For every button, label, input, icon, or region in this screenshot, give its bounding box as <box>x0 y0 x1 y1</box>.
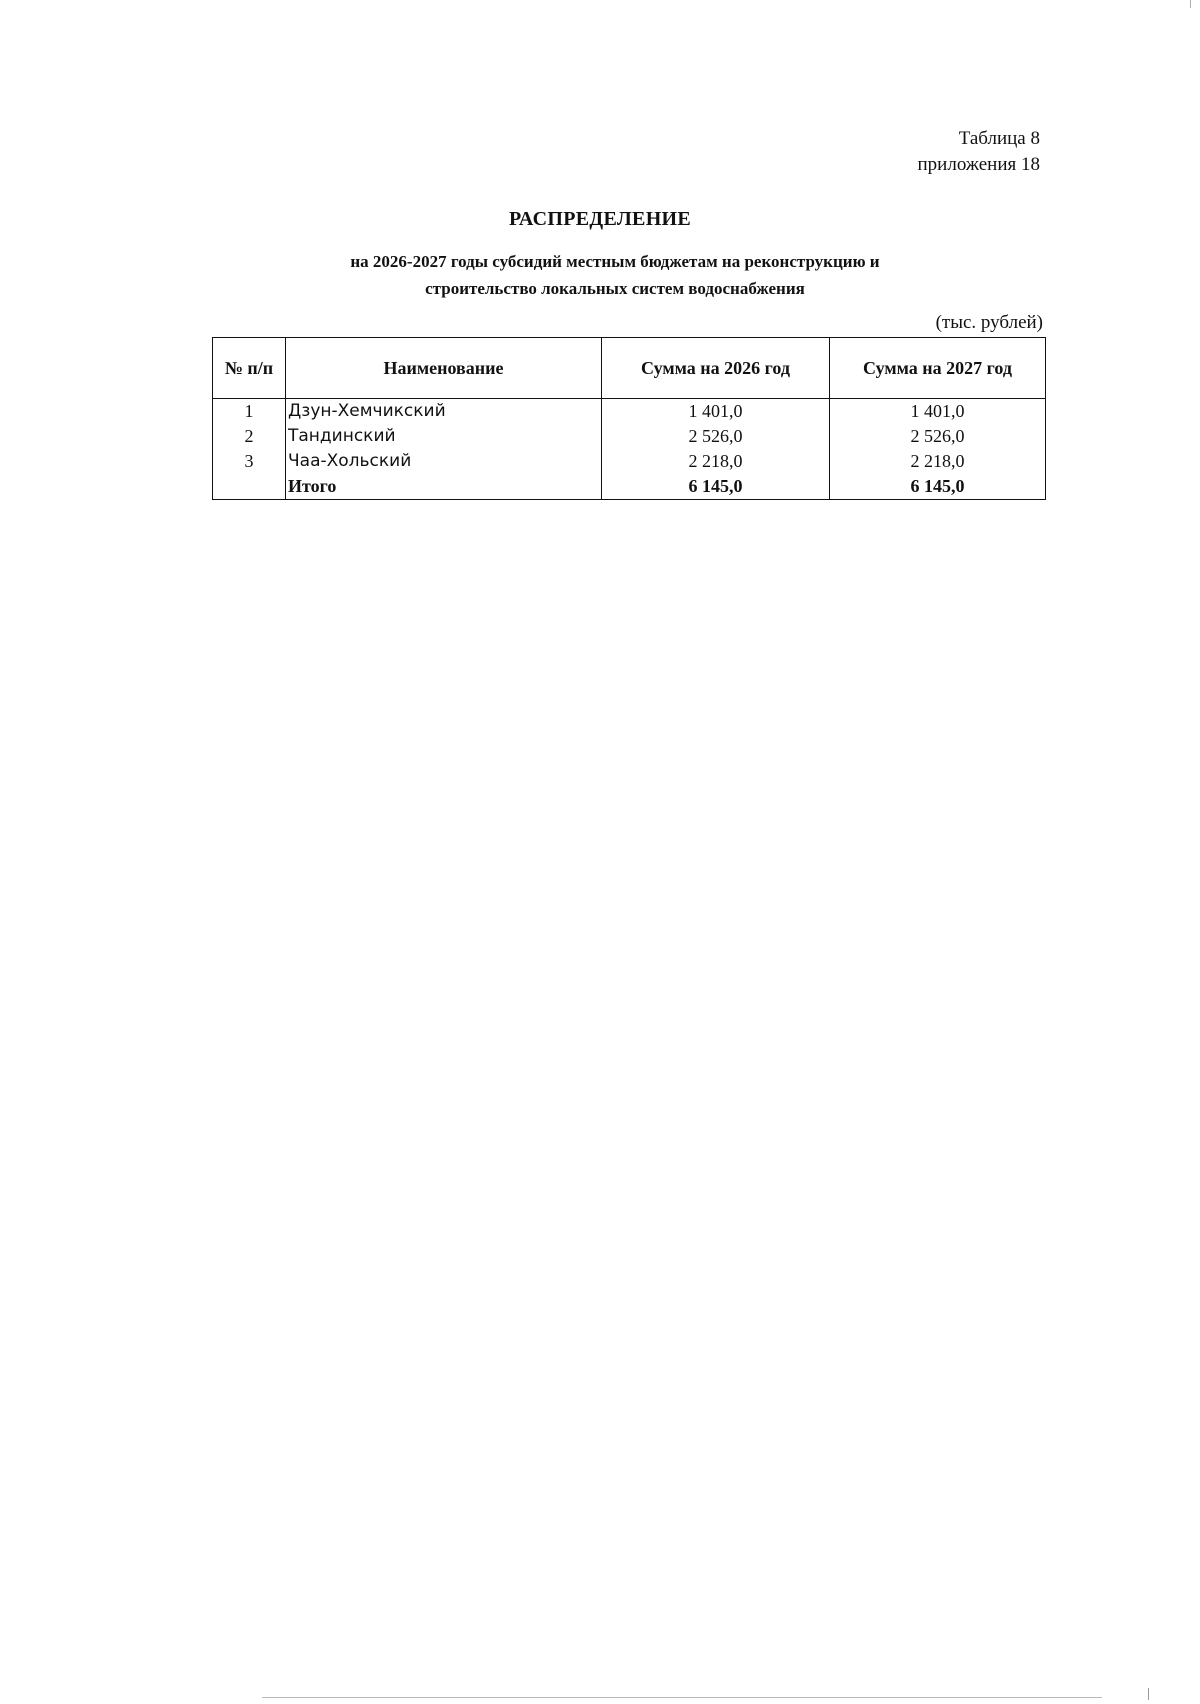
total-number <box>213 474 286 500</box>
total-sum-2026: 6 145,0 <box>602 474 830 500</box>
row-number: 1 <box>213 399 286 425</box>
row-name: Тандинский <box>286 424 602 449</box>
subtitle-line-1: на 2026-2027 годы субсидий местным бюджетам на реконструкцию и <box>350 252 880 271</box>
row-sum-2026: 1 401,0 <box>602 399 830 425</box>
table-row <box>213 424 1046 449</box>
row-sum-2026: 2 218,0 <box>602 449 830 474</box>
header-number: № п/п <box>213 338 286 399</box>
table-row <box>213 399 1046 425</box>
row-name: Чаа-Хольский <box>286 449 602 474</box>
header-name: Наименование <box>286 338 602 399</box>
row-sum-2027: 2 218,0 <box>830 449 1046 474</box>
total-row <box>213 474 1046 500</box>
scan-artifact-mark <box>1148 1688 1149 1700</box>
table-number: Таблица 8 <box>958 128 1040 149</box>
scan-artifact-mark <box>1190 0 1191 8</box>
row-name: Дзун-Хемчикский <box>286 399 602 425</box>
row-number: 3 <box>213 449 286 474</box>
table-row <box>213 449 1046 474</box>
unit-note: (тыс. рублей) <box>935 312 1043 333</box>
row-sum-2027: 1 401,0 <box>830 399 1046 425</box>
total-sum-2027: 6 145,0 <box>830 474 1046 500</box>
table-header-row <box>213 338 1046 399</box>
subtitle-line-2: строительство локальных систем водоснабжения <box>425 279 805 298</box>
header-sum-2027: Сумма на 2027 год <box>830 338 1046 399</box>
row-number: 2 <box>213 424 286 449</box>
header-sum-2026: Сумма на 2026 год <box>602 338 830 399</box>
scan-artifact-line <box>262 1697 1102 1698</box>
row-sum-2026: 2 526,0 <box>602 424 830 449</box>
document-title: РАСПРЕДЕЛЕНИЕ <box>508 208 692 230</box>
row-sum-2027: 2 526,0 <box>830 424 1046 449</box>
appendix-reference: приложения 18 <box>917 154 1040 175</box>
total-label: Итого <box>286 474 602 500</box>
distribution-table <box>212 337 1046 500</box>
